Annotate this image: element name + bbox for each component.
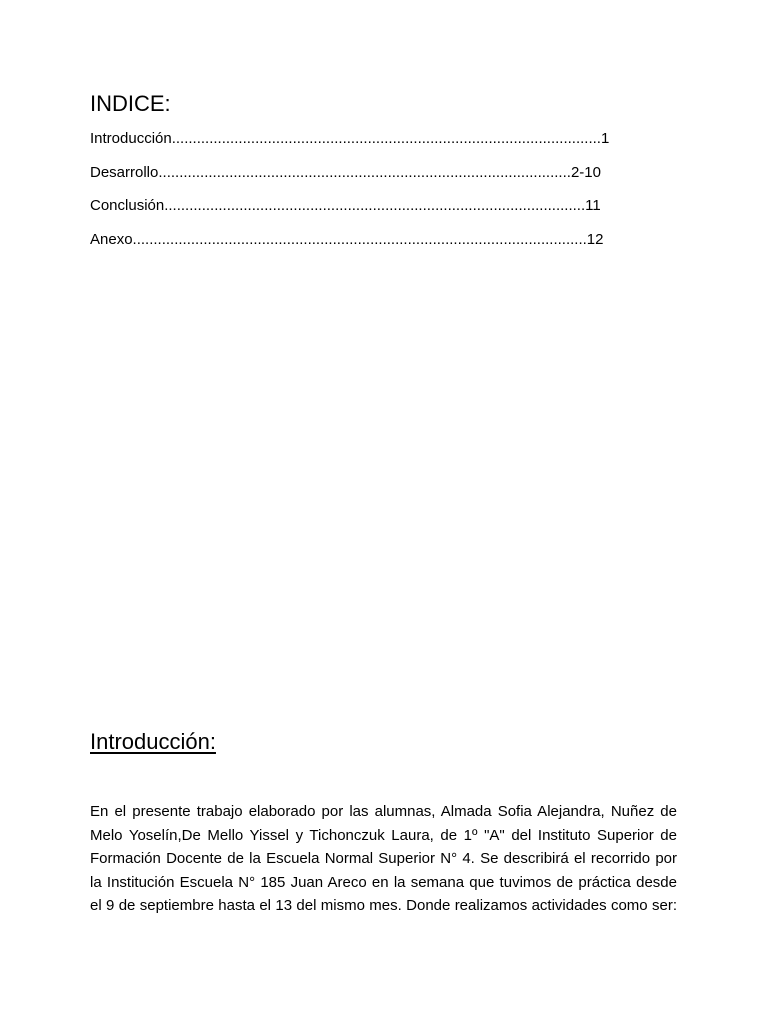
toc-entry-introduccion: Introducción.......................................................................................................1: [90, 130, 610, 147]
introduction-paragraph: En el presente trabajo elaborado por las alumnas, Almada Sofia Alejandra, Nuñez de Melo Yoselín,De Mello Yissel y Tichonczuk Laura, de 1º "A" del Instituto Superior de Formación Docente de la Escuela Normal Superior N° 4. Se describirá el recorrido por la Institución Escuela N° 185 Juan Areco en la semana que tuvimos de práctica desde el 9 de septiembre hasta el 13 del mismo mes. Donde realizamos actividades como ser:: [90, 803, 677, 914]
introduction-heading: Introducción:: [90, 729, 216, 754]
index-title: INDICE:: [90, 91, 171, 116]
toc-entry-desarrollo: Desarrollo...................................................................................................2-10: [90, 163, 601, 181]
toc-entry-anexo: Anexo.............................................................................................................12: [90, 231, 604, 249]
toc-entry-conclusion: Conclusión.....................................................................................................11: [90, 197, 601, 215]
table-of-contents: [90, 128, 609, 263]
